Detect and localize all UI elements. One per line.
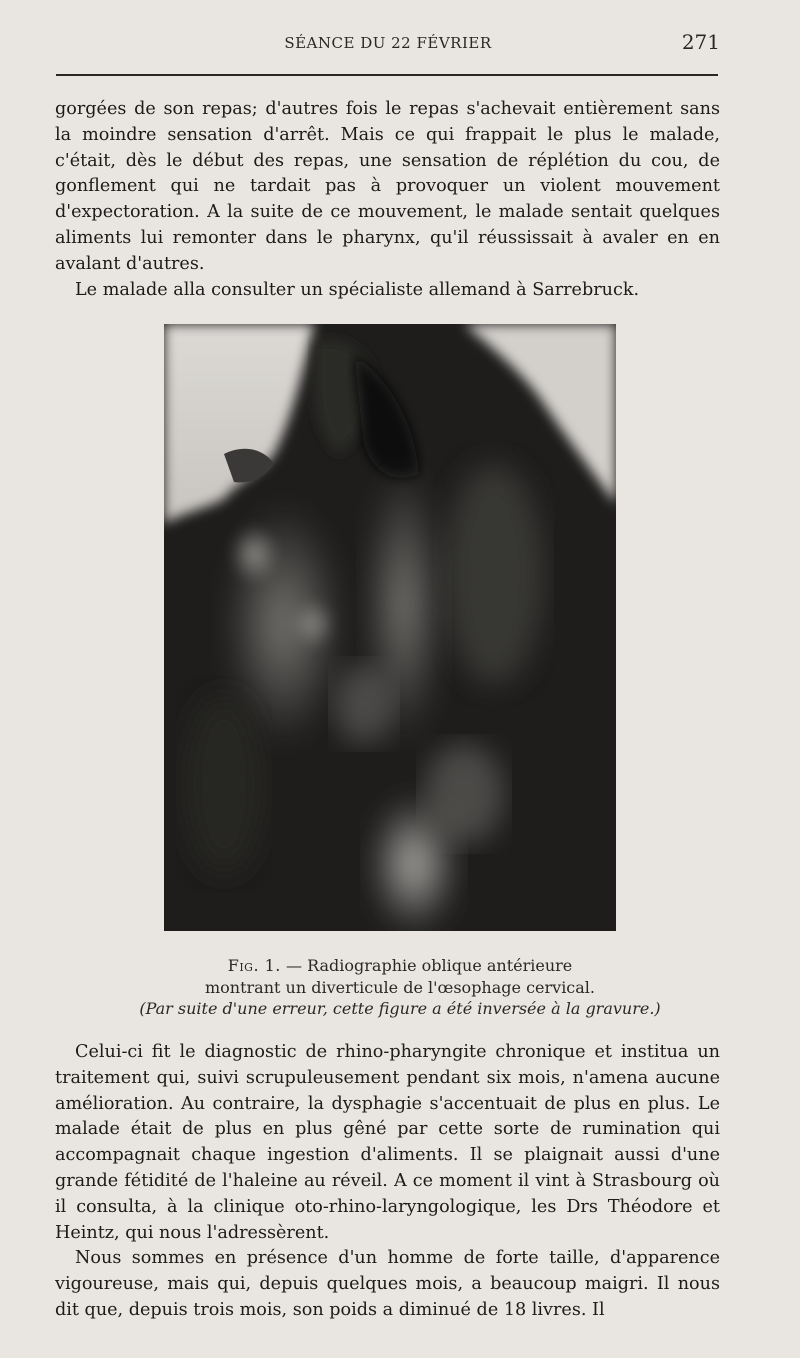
figure-caption [90,955,710,1020]
running-head: SÉANCE DU 22 FÉVRIER [284,34,492,52]
radiograph-image [164,324,616,931]
paragraph: Celui-ci fit le diagnostic de rhino-pharyngite chronique et institua un traitement qui, suivi scrupuleusement pendant six mois, n'amena aucune amélioration. Au contraire, la dysphagie s'accentuait de plus en plus. Le malade était de plus en plus gêné par cette sorte de rumination qui accompagnait chaque ingestion d'aliments. Il se plaignait aussi d'une grande fétidité de l'haleine au réveil. A ce moment il vint à Strasbourg où il consulta, à la clinique oto-rhino-laryngologique, les Drs Théodore et Heintz, qui nous l'adressèrent. [55,1042,720,1243]
page-number: 271 [681,30,720,54]
header-rule [56,74,718,76]
page-header [56,30,720,58]
caption-note: (Par suite d'une erreur, cette figure a été inversée à la gravure.) [139,999,661,1018]
paragraph: gorgées de son repas; d'autres fois le repas s'achevait entièrement sans la moindre sensation d'arrêt. Mais ce qui frappait le plus le malade, c'était, dès le début des repas, une sensation de réplétion du cou, de gonflement qui ne tardait pas à provoquer un violent mouvement d'expectoration. A la suite de ce mouvement, le malade sentait quelques aliments lui remonter dans le pharynx, qu'il réussissait à avaler en en avalant d'autres. [55,99,720,274]
figure-label: Fig. 1. [227,956,281,975]
caption-text-line2: montrant un diverticule de l'œsophage cervical. [204,977,596,997]
figure-radiograph [164,324,616,931]
caption-text: — Radiographie oblique antérieure [285,956,573,975]
text-block-top [55,97,720,303]
text-block-bottom [55,1040,720,1324]
paragraph: Le malade alla consulter un spécialiste allemand à Sarrebruck. [75,279,640,300]
paragraph: Nous sommes en présence d'un homme de forte taille, d'apparence vigoureuse, mais qui, depuis quelques mois, a beaucoup maigri. Il nous dit que, depuis trois mois, son poids a diminué de 18 livres. Il [55,1248,720,1320]
